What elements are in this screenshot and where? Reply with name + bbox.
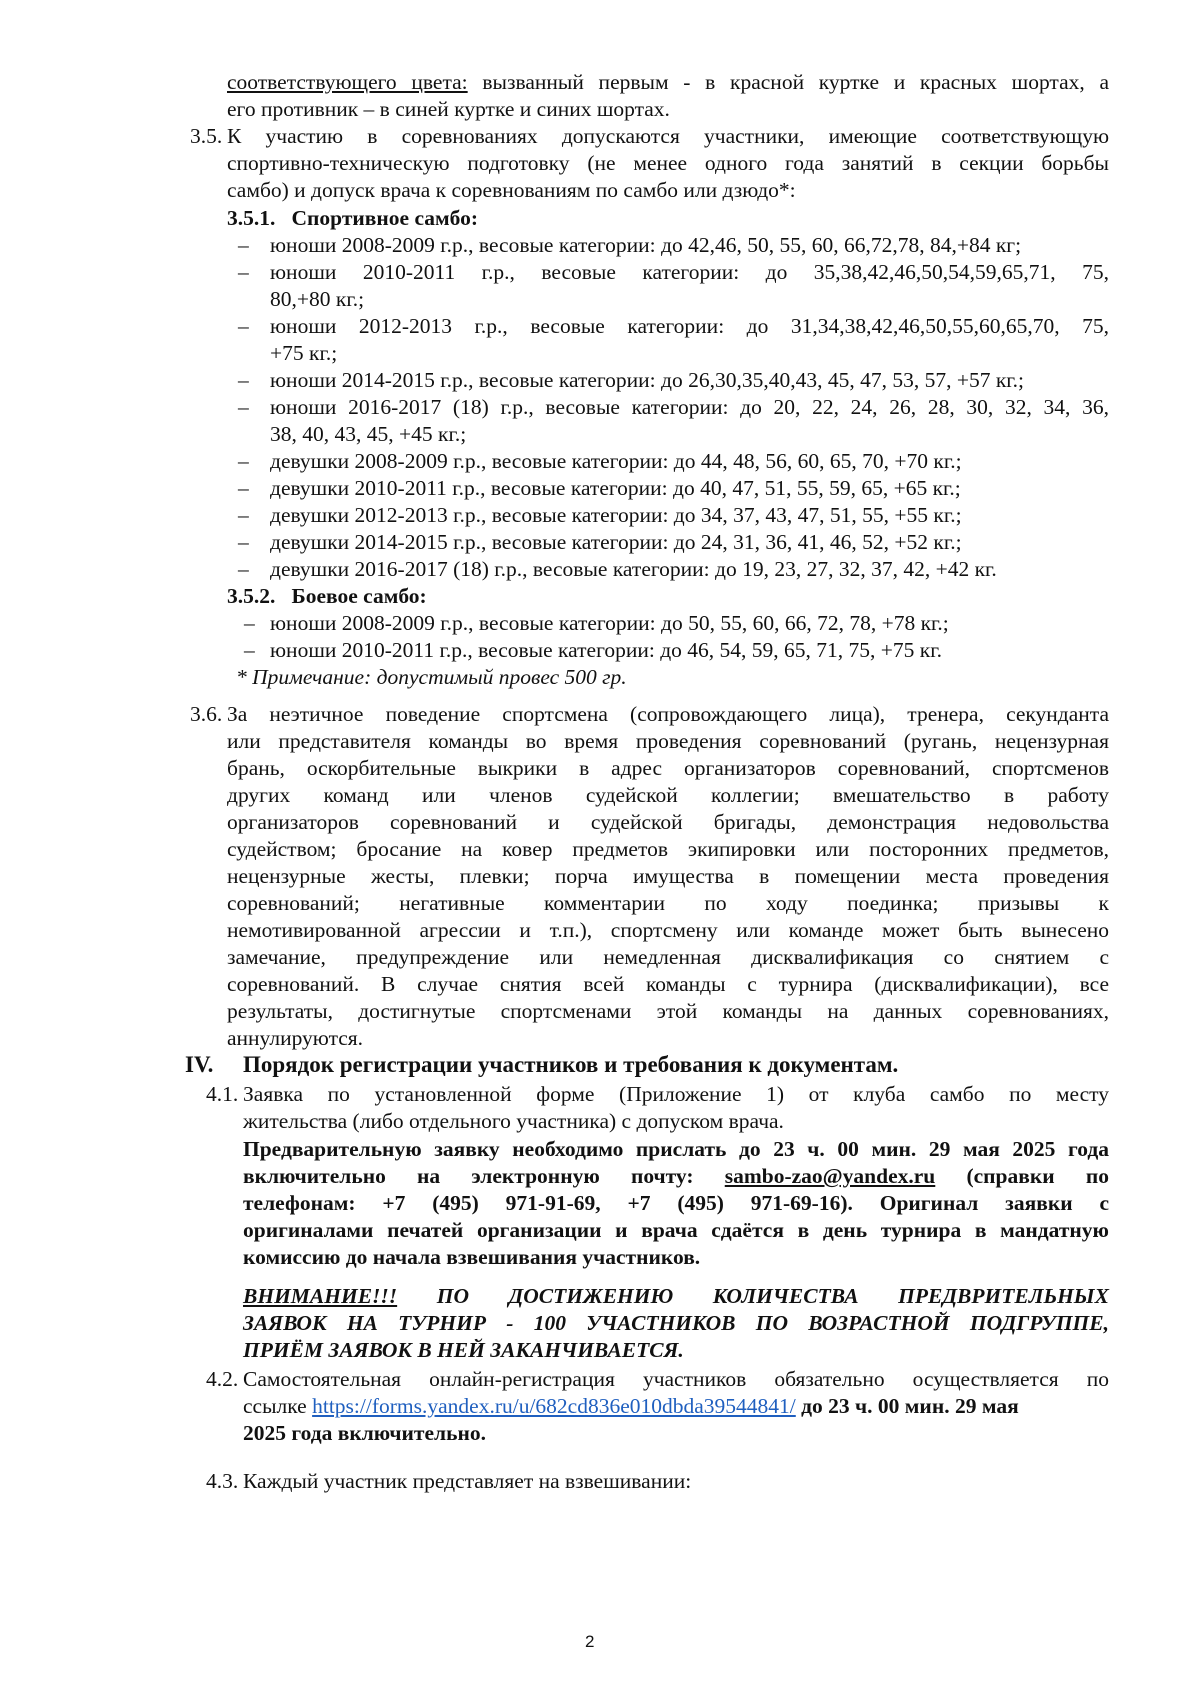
section-3-6-line: соревнований; негативные комментарии по ходу поединка; призывы к xyxy=(227,891,1109,915)
subsection-3-5-2-heading: 3.5.2. Боевое самбо: xyxy=(227,584,427,608)
deadline-line-2 xyxy=(243,1163,1109,1189)
section-3-6-line: нецензурные жесты, плевки; порча имущества в помещении места проведения xyxy=(227,864,1109,888)
intro-underlined: соответствующего цвета: xyxy=(227,70,468,94)
section-3-6-line: немотивированной агрессии и т.п.), спортсмену или команде может быть вынесено xyxy=(227,918,1109,942)
deadline-line-1: Предварительную заявку необходимо прислать до 23 ч. 00 мин. 29 мая 2025 года xyxy=(243,1137,1109,1161)
deadline-line-5: комиссию до начала взвешивания участников. xyxy=(243,1245,701,1269)
section-3-6-line: соревнований. В случае снятия всей команды с турнира (дисквалификации), все xyxy=(227,972,1109,996)
email-link[interactable]: sambo-zao@yandex.ru xyxy=(724,1164,936,1188)
list-item: юноши 2014-2015 г.р., весовые категории: до 26,30,35,40,43, 45, 47, 53, 57, +57 кг.; xyxy=(270,368,1025,392)
section-4-1-line-2: жительства (либо отдельного участника) с допуском врача. xyxy=(243,1109,784,1133)
section-3-6-line: За неэтичное поведение спортсмена (сопровождающего лица), тренера, секунданта xyxy=(227,702,1109,726)
registration-form-link[interactable]: https://forms.yandex.ru/u/682cd836e010dbda39544841/ xyxy=(312,1394,796,1418)
section-4-3-text: Каждый участник представляет на взвешивании: xyxy=(243,1469,692,1493)
list-item-cont: 80,+80 кг.; xyxy=(270,287,365,311)
list-item: юноши 2010-2011 г.р., весовые категории: до 35,38,42,46,50,54,59,65,71, 75, xyxy=(270,260,1109,284)
weight-note: * Примечание: допустимый провес 500 гр. xyxy=(236,665,627,689)
list-item: девушки 2014-2015 г.р., весовые категории: до 24, 31, 36, 41, 46, 52, +52 кг.; xyxy=(270,530,962,554)
list-item: девушки 2016-2017 (18) г.р., весовые категории: до 19, 23, 27, 32, 37, 42, +42 кг. xyxy=(270,557,997,581)
warning-label: ВНИМАНИЕ!!! xyxy=(243,1284,398,1308)
section-3-5-line-2: спортивно-техническую подготовку (не менее одного года занятий в секции борьбы xyxy=(227,151,1109,175)
section-3-6-number: 3.6. xyxy=(190,702,223,726)
section-3-5-line-1: К участию в соревнованиях допускаются участники, имеющие соответствующую xyxy=(227,124,1109,148)
section-3-6-line: организаторов соревнований и судейской бригады, демонстрация недовольства xyxy=(227,810,1109,834)
section-4-1-line-1: Заявка по установленной форме (Приложение 1) от клуба самбо по месту xyxy=(243,1082,1109,1106)
intro-line-1 xyxy=(227,69,1109,95)
list-dash: – xyxy=(238,314,249,338)
list-item: юноши 2010-2011 г.р., весовые категории: до 46, 54, 59, 65, 71, 75, +75 кг. xyxy=(270,638,943,662)
section-iv-number: IV. xyxy=(185,1052,214,1077)
section-3-6-line: аннулируются. xyxy=(227,1026,364,1050)
list-dash: – xyxy=(238,557,249,581)
section-4-1-number: 4.1. xyxy=(206,1082,239,1106)
list-dash: – xyxy=(244,611,255,635)
deadline-line-2-a: включительно на электронную почту: xyxy=(243,1164,725,1188)
section-iv-title: Порядок регистрации участников и требования к документам. xyxy=(243,1052,899,1077)
list-dash: – xyxy=(238,368,249,392)
list-item: девушки 2010-2011 г.р., весовые категории: до 40, 47, 51, 55, 59, 65, +65 кг.; xyxy=(270,476,961,500)
deadline-line-3: телефонам: +7 (495) 971-91-69, +7 (495) 971-69-16). Оригинал заявки с xyxy=(243,1191,1109,1215)
page-number: 2 xyxy=(585,1632,595,1651)
list-dash: – xyxy=(238,530,249,554)
list-item: юноши 2008-2009 г.р., весовые категории: до 50, 55, 60, 66, 72, 78, +78 кг.; xyxy=(270,611,949,635)
section-3-6-line: результаты, достигнутые спортсменами этой команды на данных соревнованиях, xyxy=(227,999,1109,1023)
section-3-6-line: других команд или членов судейской коллегии; вмешательство в работу xyxy=(227,783,1109,807)
subsection-3-5-1-heading: 3.5.1. Спортивное самбо: xyxy=(227,206,479,230)
intro-line-2: его противник – в синей куртке и синих шортах. xyxy=(227,97,670,121)
deadline-line-4: оригиналами печатей организации и врача сдаётся в день турнира в мандатную xyxy=(243,1218,1109,1242)
list-dash: – xyxy=(238,395,249,419)
list-item: юноши 2012-2013 г.р., весовые категории: до 31,34,38,42,46,50,55,60,65,70, 75, xyxy=(270,314,1109,338)
list-item-cont: +75 кг.; xyxy=(270,341,338,365)
section-3-6-line: или представителя команды во время проведения соревнований (ругань, нецензурная xyxy=(227,729,1109,753)
section-3-6-line: судейством; бросание на ковер предметов экипировки или посторонних предметов, xyxy=(227,837,1109,861)
section-4-2-line-2-a: ссылке xyxy=(243,1394,313,1418)
warning-line-3: ПРИЁМ ЗАЯВОК В НЕЙ ЗАКАНЧИВАЕТСЯ. xyxy=(243,1338,684,1362)
warning-line-1-text: ПО ДОСТИЖЕНИЮ КОЛИЧЕСТВА ПРЕДВРИТЕЛЬНЫХ xyxy=(397,1284,1109,1308)
section-3-6-line: брань, оскорбительные выкрики в адрес организаторов соревнований, спортсменов xyxy=(227,756,1109,780)
list-item: девушки 2008-2009 г.р., весовые категории: до 44, 48, 56, 60, 65, 70, +70 кг.; xyxy=(270,449,962,473)
list-dash: – xyxy=(238,503,249,527)
section-4-3-number: 4.3. xyxy=(206,1469,239,1493)
list-item: юноши 2008-2009 г.р., весовые категории: до 42,46, 50, 55, 60, 66,72,78, 84,+84 кг; xyxy=(270,233,1022,257)
list-dash: – xyxy=(244,638,255,662)
list-item-cont: 38, 40, 43, 45, +45 кг.; xyxy=(270,422,467,446)
list-dash: – xyxy=(238,476,249,500)
list-dash: – xyxy=(238,449,249,473)
warning-line-2: ЗАЯВОК НА ТУРНИР - 100 УЧАСТНИКОВ ПО ВОЗРАСТНОЙ ПОДГРУППЕ, xyxy=(243,1311,1109,1335)
section-3-5-number: 3.5. xyxy=(190,124,223,148)
section-4-2-line-1: Самостоятельная онлайн-регистрация участников обязательно осуществляется по xyxy=(243,1367,1109,1391)
deadline-line-2-b: (справки по xyxy=(935,1164,1109,1188)
section-4-2-line-2 xyxy=(243,1393,1019,1419)
section-3-6-line: замечание, предупреждение или немедленная дисквалификация со снятием с xyxy=(227,945,1109,969)
section-4-2-number: 4.2. xyxy=(206,1367,239,1391)
list-item: девушки 2012-2013 г.р., весовые категории: до 34, 37, 43, 47, 51, 55, +55 кг.; xyxy=(270,503,962,527)
intro-line-1-rest: вызванный первым - в красной куртке и красных шортах, а xyxy=(467,70,1109,94)
section-3-5-line-3: самбо) и допуск врача к соревнованиям по самбо или дзюдо*: xyxy=(227,178,796,202)
list-dash: – xyxy=(238,233,249,257)
list-dash: – xyxy=(238,260,249,284)
section-4-2-line-3: 2025 года включительно. xyxy=(243,1421,486,1445)
warning-line-1 xyxy=(243,1283,1109,1309)
section-4-2-deadline: до 23 ч. 00 мин. 29 мая xyxy=(795,1394,1019,1418)
list-item: юноши 2016-2017 (18) г.р., весовые категории: до 20, 22, 24, 26, 28, 30, 32, 34, 36, xyxy=(270,395,1109,419)
